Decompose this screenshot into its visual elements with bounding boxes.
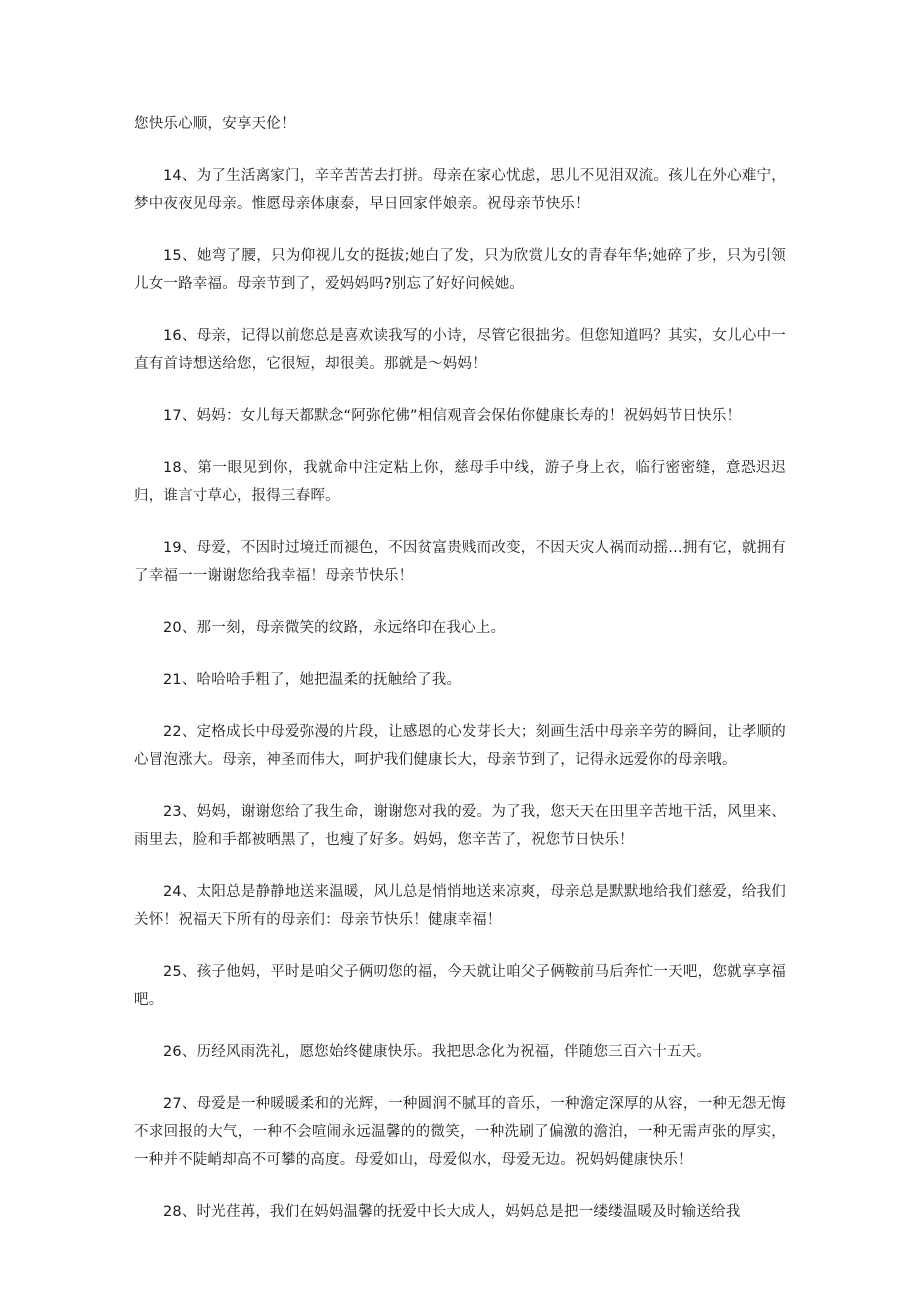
paragraph-18: 18、第一眼见到你，我就命中注定粘上你，慈母手中线，游子身上衣，临行密密缝，意恐迟迟归，谁言寸草心，报得三春晖。	[134, 460, 786, 504]
paragraph-14: 14、为了生活离家门，辛辛苦苦去打拼。母亲在家心忧虑，思儿不见泪双流。孩儿在外心难宁，梦中夜夜见母亲。惟愿母亲体康泰，早日回家伴娘亲。祝母亲节快乐！	[134, 168, 786, 212]
paragraph-17: 17、妈妈：女儿每天都默念“阿弥佗佛”相信观音会保佑你健康长寿的！祝妈妈节日快乐！	[163, 408, 742, 424]
paragraph-23: 23、妈妈，谢谢您给了我生命，谢谢您对我的爱。为了我，您天天在田里辛苦地干活，风里来、雨里去，脸和手都被晒黑了，也瘦了好多。妈妈，您辛苦了，祝您节日快乐！	[134, 804, 786, 848]
document-body	[134, 110, 786, 1250]
paragraph-continued: 您快乐心顺，安享天伦！	[134, 116, 296, 132]
paragraph-20: 20、那一刻，母亲微笑的纹路，永远络印在我心上。	[163, 620, 506, 636]
paragraph-24: 24、太阳总是静静地送来温暖，风儿总是悄悄地送来凉爽，母亲总是默默地给我们慈爱，给我们关怀！祝福天下所有的母亲们：母亲节快乐！健康幸福！	[134, 884, 786, 928]
paragraph-16: 16、母亲，记得以前您总是喜欢读我写的小诗，尽管它很拙劣。但您知道吗？其实，女儿心中一直有首诗想送给您，它很短，却很美。那就是～妈妈！	[134, 328, 786, 372]
paragraph-28: 28、时光荏苒，我们在妈妈温馨的抚爱中长大成人，妈妈总是把一缕缕温暖及时输送给我	[163, 1204, 741, 1220]
paragraph-21: 21、哈哈哈手粗了，她把温柔的抚触给了我。	[163, 672, 462, 688]
paragraph-26: 26、历经风雨洗礼，愿您始终健康快乐。我把思念化为祝福，伴随您三百六十五天。	[163, 1044, 712, 1060]
paragraph-27: 27、母爱是一种暖暖柔和的光辉，一种圆润不腻耳的音乐，一种澹定深厚的从容，一种无怨无悔不求回报的大气，一种不会喧闹永远温馨的的微笑，一种洗刷了偏激的澹泊，一种无需声张的厚实，一种并不陡峭却高不可攀的高度。母爱如山，母爱似水，母爱无边。祝妈妈健康快乐！	[134, 1096, 786, 1168]
paragraph-22: 22、定格成长中母爱弥漫的片段，让感恩的心发芽长大；刻画生活中母亲辛劳的瞬间，让孝顺的心冒泡涨大。母亲，神圣而伟大，呵护我们健康长大，母亲节到了，记得永远爱你的母亲哦。	[134, 724, 786, 768]
paragraph-15: 15、她弯了腰，只为仰视儿女的挺拔;她白了发，只为欣赏儿女的青春年华;她碎了步，只为引领儿女一路幸福。母亲节到了，爱妈妈吗?别忘了好好问候她。	[134, 248, 786, 292]
paragraph-19: 19、母爱，不因时过境迁而褪色，不因贫富贵贱而改变，不因天灾人祸而动摇…拥有它，就拥有了幸福一一谢谢您给我幸福！母亲节快乐！	[134, 540, 786, 584]
paragraph-25: 25、孩子他妈，平时是咱父子俩叨您的福，今天就让咱父子俩鞍前马后奔忙一天吧，您就享享福吧。	[134, 964, 786, 1008]
